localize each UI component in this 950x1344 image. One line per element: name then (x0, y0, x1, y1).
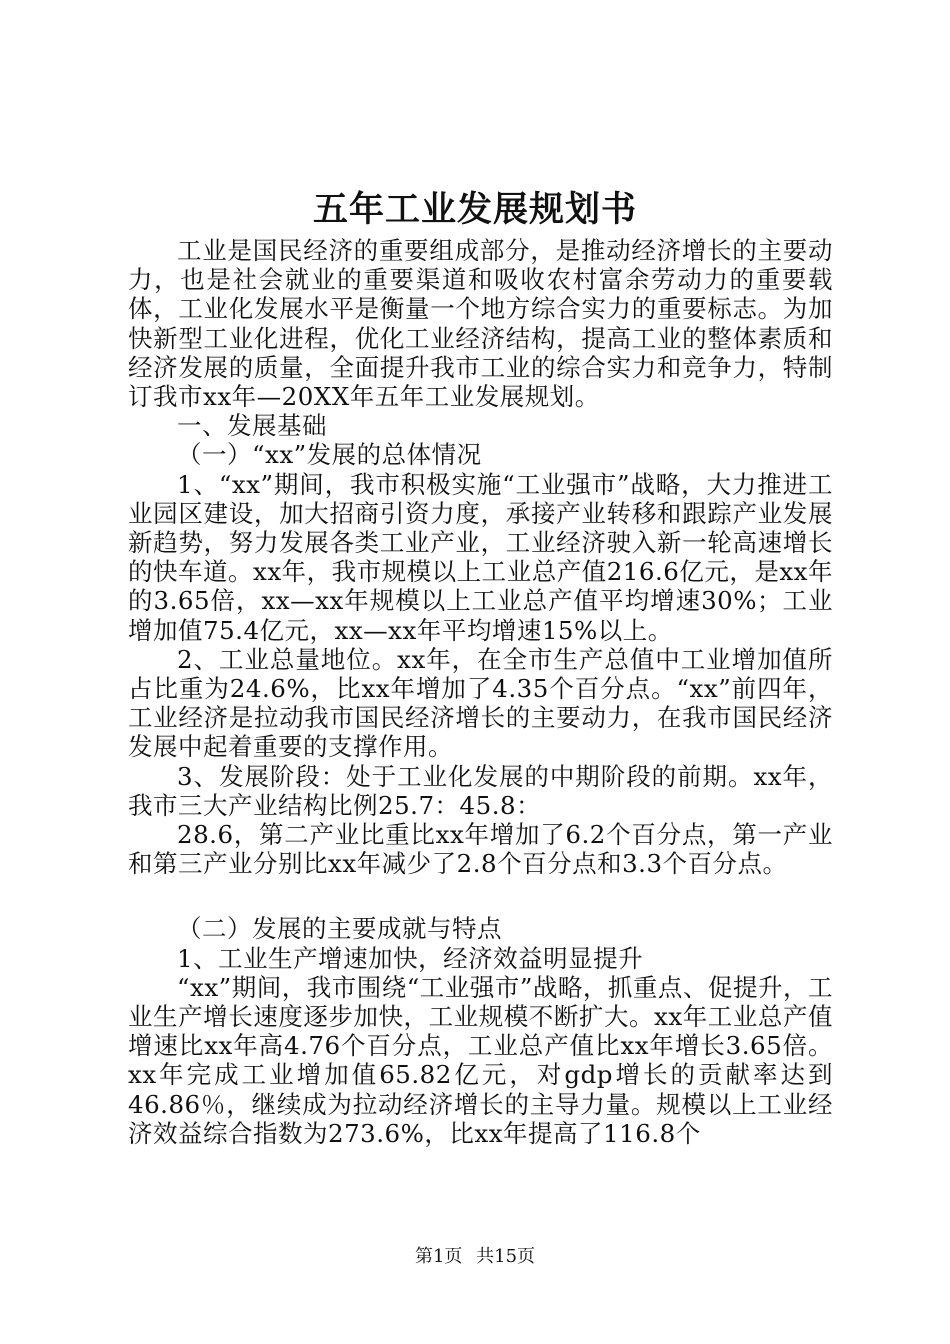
subsection-heading-overall-situation: （一）“xx”发展的总体情况 (177, 440, 482, 470)
document-title: 五年工业发展规划书 (312, 189, 637, 230)
page-number-current: 第1页 (414, 1246, 463, 1267)
paragraph-intro: 工业是国民经济的重要组成部分，是推动经济增长的主要动力，也是社会就业的重要渠道和吸收农村富余劳动力的重要载体，工业化发展水平是衡量一个地方综合实力的重要标志。为加快新型工业化进程，优化工业经济结构，提高工业的整体素质和经济发展的质量，全面提升我市工业的综合实力和竞争力，特制订我市xx年—20XX年五年工业发展规划。 (128, 236, 833, 412)
subsection-heading-achievements: （二）发展的主要成就与特点 (177, 914, 502, 944)
item-heading-growth: 1、工业生产增速加快，经济效益明显提升 (177, 943, 644, 973)
page-number-total: 共15页 (476, 1246, 536, 1267)
paragraph-item-3: 3、发展阶段：处于工业化发展的中期阶段的前期。xx年，我市三大产业结构比例25.7：45.8： (128, 761, 833, 820)
paragraph-item-1: 1、“xx”期间，我市积极实施“工业强市”战略，大力推进工业园区建设，加大招商引资力度，承接产业转移和跟踪产业发展新趋势，努力发展各类工业产业，工业经济驶入新一轮高速增长的快车道。xx年，我市规模以上工业总产值216.6亿元，是xx年的3.65倍，xx—xx年规模以上工业总产值平均增速30%；工业增加值75.4亿元，xx—xx年平均增速15%以上。 (128, 469, 833, 645)
paragraph-item-2: 2、工业总量地位。xx年，在全市生产总值中工业增加值所占比重为24.6%，比xx年增加了4.35个百分点。“xx”前四年，工业经济是拉动我市国民经济增长的主要动力，在我市国民经济发展中起着重要的支撑作用。 (128, 644, 833, 762)
section-heading-development-basis: 一、发展基础 (177, 411, 327, 441)
document-body (128, 236, 833, 1148)
paragraph-growth-body: “xx”期间，我市围绕“工业强市”战略，抓重点、促提升，工业生产增长速度逐步加快，工业规模不断扩大。xx年工业总产值增速比xx年高4.76个百分点，工业总产值比xx年增长3.65倍。xx年完成工业增加值65.82亿元，对gdp增长的贡献率达到46.86％，继续成为拉动经济增长的主导力量。规模以上工业经济效益综合指数为273.6%，比xx年提高了116.8个 (128, 972, 833, 1148)
paragraph-gap (128, 878, 833, 914)
paragraph-item-3-continued: 28.6，第二产业比重比xx年增加了6.2个百分点，第一产业和第三产业分别比xx年减少了2.8个百分点和3.3个百分点。 (128, 820, 833, 879)
page-footer (0, 1245, 950, 1269)
